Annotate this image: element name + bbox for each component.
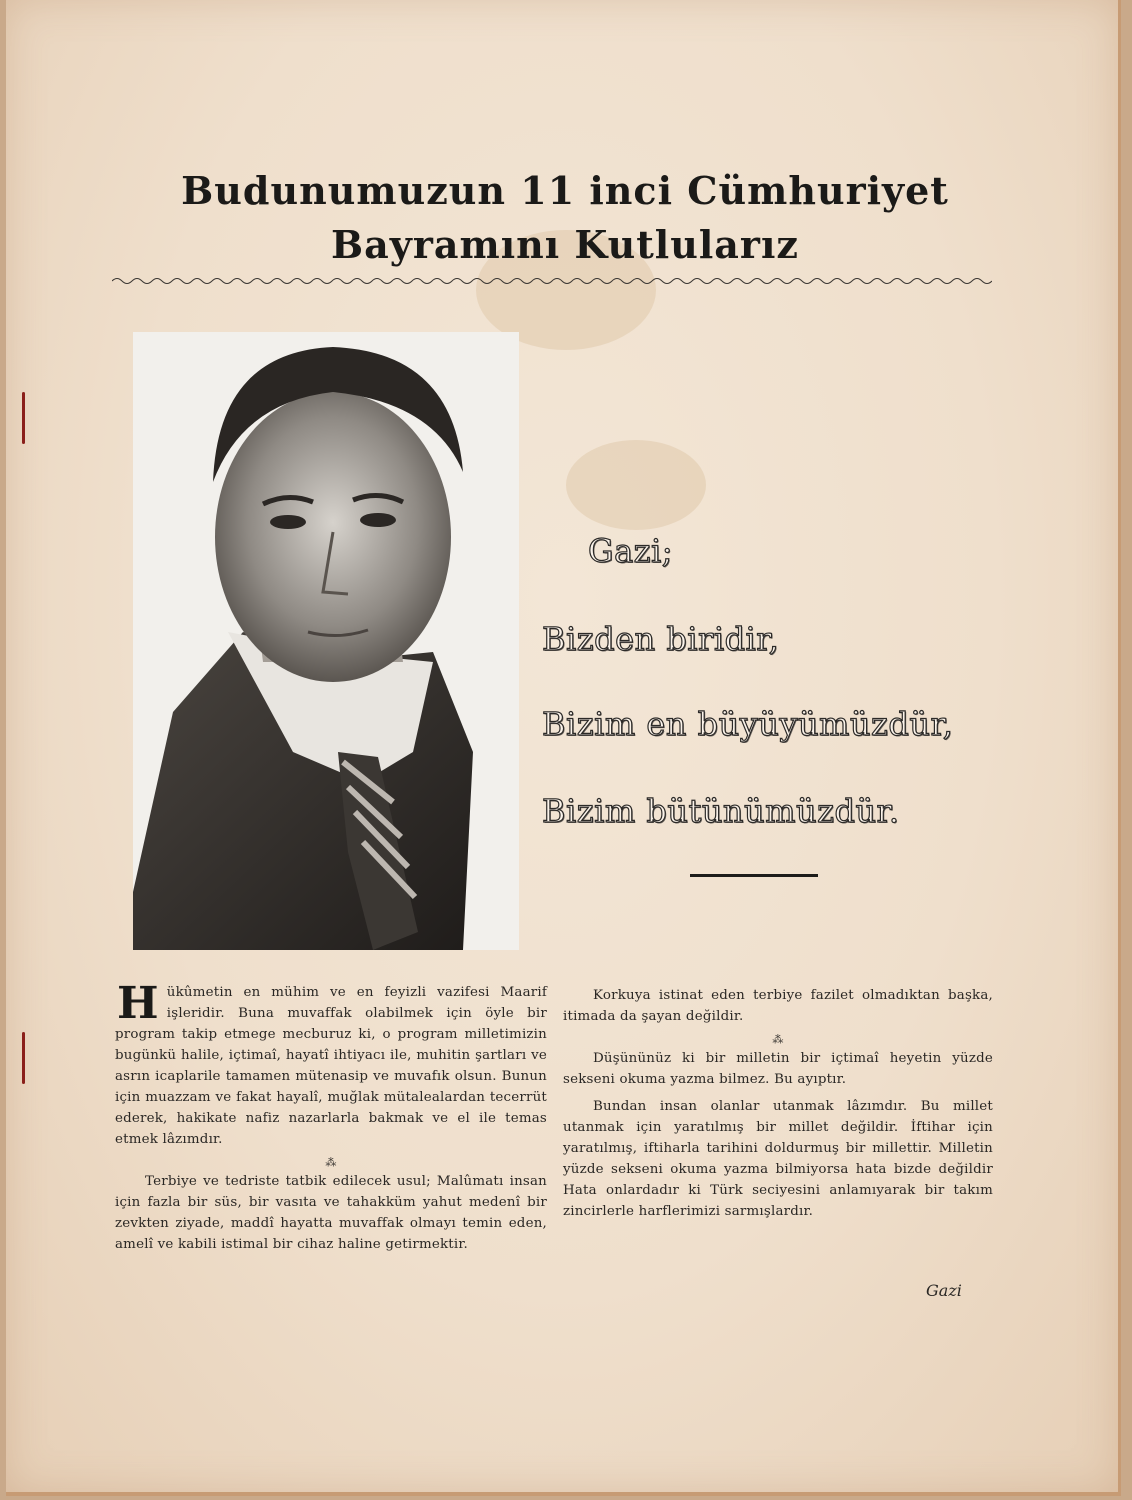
- left-text-column: [115, 978, 547, 1255]
- paragraph-text: ükûmetin en mühim ve en feyizli vazifesi Maarif işleridir. Buna muvaffak olabilmek için öyle bir program takip etmege mecburuz ki, o program milletimizin bugünkü halile, içtimaî, hayatî ihtiyacı ile, muhitin şartları ve asrın icaplarile tamamen mütenasip ve muvafık olsun. Bunun için muazzam ve fakat hayalî, muğlak mütalealardan tecerrüt ederek, hakikate nafiz nazarlarla bakmak ve el ile temas etmek lâzımdır.: [115, 985, 547, 1147]
- portrait-photo-icon: [133, 332, 519, 950]
- paragraph: Düşününüz ki bir milletin bir içtimaî heyetin yüzde sekseni okuma yazma bilmez. Bu ayıptır.: [563, 1051, 993, 1087]
- quote-end-rule: [690, 874, 818, 877]
- right-text-column: [563, 985, 993, 1222]
- headline-line-2: Bayramını Kutlularız: [331, 222, 799, 267]
- quote-line-gazi: Gazi;: [588, 532, 674, 570]
- paper-stain: [566, 440, 706, 530]
- paragraph: Terbiye ve tedriste tatbik edilecek usul; Malûmatı insan için fazla bir süs, bir vasıta ve tahakküm yahut medenî bir zevkten ziyade, maddî hayatta muvaffak olmayı temin eden, amelî ve kabili istimal bir cihaz haline getirmektir.: [115, 1174, 547, 1252]
- binding-stitch-mark: [22, 392, 25, 444]
- quote-line-1: Bizden biridir,: [542, 620, 780, 658]
- decorative-wavy-rule: [112, 275, 992, 287]
- signature: Gazi: [926, 1281, 962, 1300]
- paragraph: Korkuya istinat eden terbiye fazilet olmadıktan başka, itimada da şayan değildir.: [563, 988, 993, 1024]
- paragraph: [115, 978, 547, 1150]
- quote-line-2: Bizim en büyüyümüzdür,: [542, 705, 954, 743]
- paragraph: Bundan insan olanlar utanmak lâzımdır. Bu millet utanmak için yaratılmış bir millet değildir. İftihar için yaratılmış, iftiharla tarihini doldurmuş bir millettir. Milletin yüzde sekseni okuma yazma bilmiyorsa hata bizde değildir Hata onlardadır ki Türk seciyesini anlamıyarak bir takım zincirlerle harflerimizi sarmışlardır.: [563, 1099, 993, 1219]
- binding-stitch-mark: [22, 1032, 25, 1084]
- quote-line-3: Bizim bütünümüzdür.: [542, 792, 900, 830]
- section-separator: ⁂: [325, 1156, 337, 1169]
- headline-line-1: Budunumuzun 11 inci Cümhuriyet: [181, 168, 949, 213]
- section-separator: ⁂: [772, 1033, 784, 1046]
- drop-cap: H: [117, 978, 159, 1029]
